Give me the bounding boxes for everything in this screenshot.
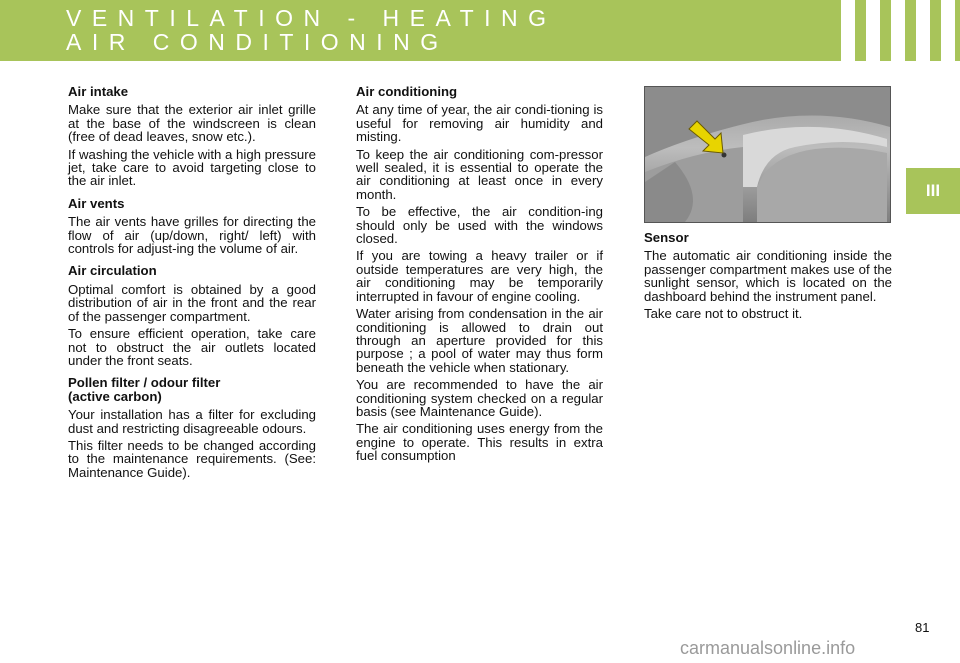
watermark: carmanualsonline.info	[680, 638, 856, 658]
page-title	[66, 6, 557, 54]
section-pollen-filter-odour-filter-active-carbon	[68, 376, 316, 479]
section-air-vents	[68, 197, 316, 256]
paragraph: If you are towing a heavy trailer or if outside temperatures are very high, the air conditioning may be temporarily interrupted in favour of engine cooling.	[356, 248, 603, 304]
section-sensor	[644, 231, 892, 320]
section-air-intake	[68, 85, 316, 188]
section-heading: Air vents	[68, 195, 125, 211]
page-number: 81	[915, 620, 930, 635]
paragraph: You are recommended to have the air conditioning system checked on a regular basis (see Maintenance Guide).	[356, 377, 603, 419]
text-column-right	[644, 231, 892, 329]
paragraph: The air vents have grilles for directing the flow of air (up/down, right/ left) with controls for adjust-ing the volume of air.	[68, 214, 316, 257]
chapter-tab: III	[906, 168, 960, 214]
paragraph: The automatic air conditioning inside the passenger compartment makes use of the sunlight sensor, which is located on the dashboard behind the instrument panel.	[644, 248, 892, 304]
header-stripes-decoration	[835, 0, 960, 61]
paragraph: To be effective, the air condition-ing should only be used with the windows closed.	[356, 204, 603, 247]
paragraph: Your installation has a filter for excluding dust and restricting disagreeable odours.	[68, 407, 316, 436]
page-header	[0, 0, 960, 61]
paragraph: Take care not to obstruct it.	[644, 306, 803, 322]
paragraph: If washing the vehicle with a high pressure jet, take care to avoid targeting close to the air inlet.	[68, 146, 316, 189]
section-heading: Sensor	[644, 230, 689, 245]
section-air-circulation	[68, 264, 316, 367]
paragraph: Optimal comfort is obtained by a good distribution of air in the front and the rear of the passenger compartment.	[68, 281, 316, 324]
text-column-middle	[356, 85, 603, 472]
section-heading: Pollen filter / odour filter (active carbon)	[68, 375, 221, 404]
paragraph: To keep the air conditioning com-pressor well sealed, it is essential to operate the air conditioning at least once in every month.	[356, 146, 603, 202]
sunlight-sensor-photo	[644, 86, 891, 223]
section-heading: Air conditioning	[356, 84, 458, 99]
paragraph: At any time of year, the air condi-tioning is useful for removing air humidity and misting.	[356, 102, 603, 145]
section-air-conditioning	[356, 85, 603, 463]
paragraph: Make sure that the exterior air inlet grille at the base of the windscreen is clean (free of dead leaves, snow etc.).	[68, 102, 316, 145]
text-column-left	[68, 85, 316, 488]
paragraph: This filter needs to be changed according to the maintenance requirements. (See: Maintenance Guide).	[68, 437, 316, 480]
title-line-2: AIR CONDITIONING	[66, 29, 449, 55]
paragraph: Water arising from condensation in the air conditioning is allowed to drain out through an aperture provided for this purpose ; a pool of water may thus form beneath the vehicle when stationary.	[356, 306, 603, 375]
section-heading: Air circulation	[68, 263, 157, 279]
title-line-1: VENTILATION - HEATING	[66, 5, 557, 31]
paragraph: The air conditioning uses energy from the engine to operate. This results in extra fuel consumption	[356, 421, 603, 464]
paragraph: To ensure efficient operation, take care not to obstruct the air outlets located under the front seats.	[68, 326, 316, 368]
section-heading: Air intake	[68, 84, 129, 99]
